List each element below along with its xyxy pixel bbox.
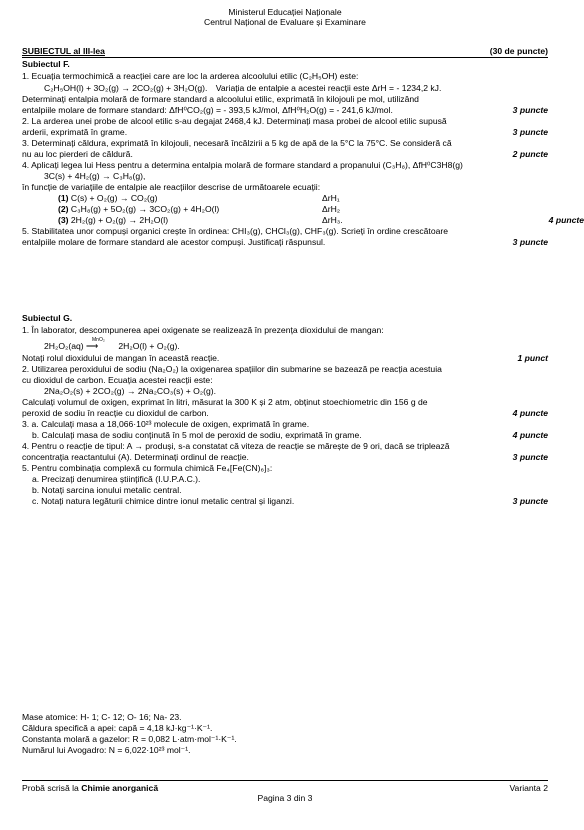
subG-q2-text2: cu dioxidul de carbon. Ecuația acestei reacții este: (22, 375, 213, 385)
reaction-equation: C₃H₈(g) + 5O₂(g) → 3CO₂(g) + 4H₂O(l) (70, 204, 220, 214)
section-title: SUBIECTUL al III-lea (22, 46, 105, 56)
subF-q4-points: 4 puncte (548, 215, 584, 225)
section-divider (22, 57, 548, 58)
header-ministry: Ministerul Educației Naționale (228, 7, 342, 17)
reaction-enthalpy: ΔrH₃. (322, 215, 343, 225)
subG-q3a: 3. a. Calculați masa a 18,066·10²³ molecule de oxigen, exprimată în grame. (22, 419, 310, 429)
reaction-equation: 2H₂(g) + O₂(g) → 2H₂O(l) (70, 215, 169, 225)
subG-q1-points: 1 punct (517, 353, 548, 363)
footer-variant: Varianta 2 (509, 783, 548, 793)
subF-q3-text2: nu au loc pierderi de căldură. (22, 149, 133, 159)
subF-q2-text2-line (22, 127, 548, 138)
subF-q1-text3-line (22, 105, 548, 116)
subG-q3b: b. Calculați masa de sodiu conținută în 5 mol de peroxid de sodiu, exprimată în grame. (32, 430, 362, 440)
subF-q2-points: 3 puncte (512, 127, 548, 137)
subG-q4-text2: concentrația reactantului (A). Determinați ordinul de reacție. (22, 452, 249, 462)
catalyst-arrow (86, 337, 116, 352)
reaction-number: (2) (58, 204, 69, 214)
subF-q3-text1: 3. Determinați căldura, exprimată în kilojouli, necesară încălzirii a 5 kg de apă de la 5°C la 75°C. Se consideră că (22, 138, 452, 148)
subF-q4-equation: 3C(s) + 4H₂(g) → C₃H₈(g), (44, 171, 146, 181)
subG-q1-equation (22, 337, 570, 352)
reaction-equation: C(s) + O₂(g) → CO₂(g) (70, 193, 158, 203)
subG-q2-equation: 2Na₂O₂(s) + 2CO₂(g) → 2Na₂CO₃(s) + O₂(g). (44, 386, 217, 396)
subF-q5-text1: 5. Stabilitatea unor compuși organici crește în ordinea: CHI₃(g), CHCl₃(g), CHF₃(g). Scrieți în ordine crescătoare (22, 226, 449, 236)
section-heading (22, 46, 548, 57)
subG-title: Subiectul G. (22, 313, 73, 323)
subF-q4-reaction (22, 215, 584, 226)
subF-q4-reaction (22, 193, 584, 204)
subG-q5c-line (22, 496, 548, 507)
subG-q5-text: 5. Pentru combinația complexă cu formula chimică Fe₄[Fe(CN)₆]₃: (22, 463, 273, 473)
subF-q2-text2: arderii, exprimată în grame. (22, 127, 128, 137)
subF-q4-text2: în funcție de variațiile de entalpie ale reacțiilor descrise de următoarele ecuații: (22, 182, 321, 192)
constants-avogadro: Numărul lui Avogadro: N = 6,022·10²³ mol⁻¹. (22, 745, 191, 755)
reaction-enthalpy: ΔrH₁ (322, 193, 340, 203)
reaction-number: (3) (58, 215, 69, 225)
footer-subject: Chimie anorganică (81, 783, 159, 793)
subG-q4-text2-line (22, 452, 548, 463)
subF-q2-text1: 2. La arderea unei probe de alcool etilic s-au degajat 2468,4 kJ. Determinați masa probei de alcool etilic supusă (22, 116, 447, 126)
subG-q2-points: 4 puncte (512, 408, 548, 418)
constants-gas-constant: Constanta molară a gazelor: R = 0,082 L·atm·mol⁻¹·K⁻¹. (22, 734, 237, 744)
footer-page-number: Pagina 3 din 3 (257, 793, 313, 803)
subF-q1-equation-line (22, 83, 548, 94)
subG-q3-points: 4 puncte (512, 430, 548, 440)
subG-q5a: a. Precizați denumirea științifică (I.U.P.A.C.). (32, 474, 201, 484)
reaction-number: (1) (58, 193, 69, 203)
subF-q1-points: 3 puncte (512, 105, 548, 115)
footer-prefix: Probă scrisă la (22, 783, 82, 793)
header-center: Centrul Național de Evaluare și Examinare (204, 17, 366, 27)
subF-q5-text2-line (22, 237, 548, 248)
subG-q5b: b. Notați sarcina ionului metalic central. (32, 485, 182, 495)
section-points: (30 de puncte) (489, 46, 548, 56)
subF-q3-text2-line (22, 149, 548, 160)
subG-q1-eq-right: 2H₂O(l) + O₂(g). (118, 341, 180, 351)
subG-q4-text1: 4. Pentru o reacție de tipul: A → produși, s-a constatat că viteza de reacție se mărește de 9 ori, dacă se triplează (22, 441, 450, 451)
subF-q3-points: 2 puncte (512, 149, 548, 159)
subF-q4-reaction (22, 204, 584, 215)
constants-atomic-masses: Mase atomice: H- 1; C- 12; O- 16; Na- 23. (22, 712, 182, 722)
subG-q1-text2-line (22, 353, 548, 364)
subF-q1-intro: 1. Ecuația termochimică a reacției care are loc la arderea alcoolului etilic (C₂H₅OH) este: (22, 71, 359, 81)
subG-q2-text1: 2. Utilizarea peroxidului de sodiu (Na₂O₂) la oxigenarea spațiilor din submarine se bazează pe reacția acestuia (22, 364, 442, 374)
subF-title: Subiectul F. (22, 59, 70, 69)
subG-q1-eq-left: 2H₂O₂(aq) (44, 341, 84, 351)
subG-q1-text2: Notați rolul dioxidului de mangan în această reacție. (22, 353, 220, 363)
subF-q4-text1: 4. Aplicați legea lui Hess pentru a determina entalpia molară de formare standard a propanului (C₃H₈), ΔfH⁰C3H8(g) (22, 160, 463, 170)
subF-q1-equation-tail: Variația de entalpie a acestei reacții este ΔrH = - 1234,2 kJ. (215, 83, 442, 93)
subG-q1-text1: 1. În laborator, descompunerea apei oxigenate se realizează în prezența dioxidului de mangan: (22, 325, 384, 335)
subF-q5-points: 3 puncte (512, 237, 548, 247)
subG-q2-text4-line (22, 408, 548, 419)
footer-divider (22, 780, 548, 781)
subF-q1-text2: Determinați entalpia molară de formare standard a alcoolului etilic, exprimată în kilojouli pe mol, utilizând (22, 94, 419, 104)
subG-q4-points: 3 puncte (512, 452, 548, 462)
subF-q5-text2: entalpiile molare de formare standard ale acestor compuși. Justificați răspunsul. (22, 237, 326, 247)
subG-q2-text4: peroxid de sodiu în reacție cu dioxidul de carbon. (22, 408, 209, 418)
subG-q2-text3: Calculați volumul de oxigen, exprimat în litri, măsurat la 300 K și 2 atm, obținut stoechiometric din 156 g de (22, 397, 428, 407)
subG-q5-points: 3 puncte (512, 496, 548, 506)
subF-q1-equation: C₂H₅OH(l) + 3O₂(g) → 2CO₂(g) + 3H₂O(g). (44, 83, 208, 93)
subF-q1-text3: entalpiile molare de formare standard: ΔfH⁰CO₂(g) = - 393,5 kJ/mol, ΔfH⁰H₂O(g) = - 241,6 kJ/mol. (22, 105, 393, 115)
reaction-enthalpy: ΔrH₂ (322, 204, 341, 214)
constants-specific-heat: Căldura specifică a apei: capă = 4,18 kJ·kg⁻¹·K⁻¹. (22, 723, 213, 733)
subG-q5c: c. Notați natura legăturii chimice dintre ionul metalic central și liganzi. (32, 496, 295, 506)
arrow-icon: ⟶ (86, 341, 99, 351)
catalyst-label: MnO₂ (92, 337, 105, 343)
subG-q3b-line (22, 430, 548, 441)
